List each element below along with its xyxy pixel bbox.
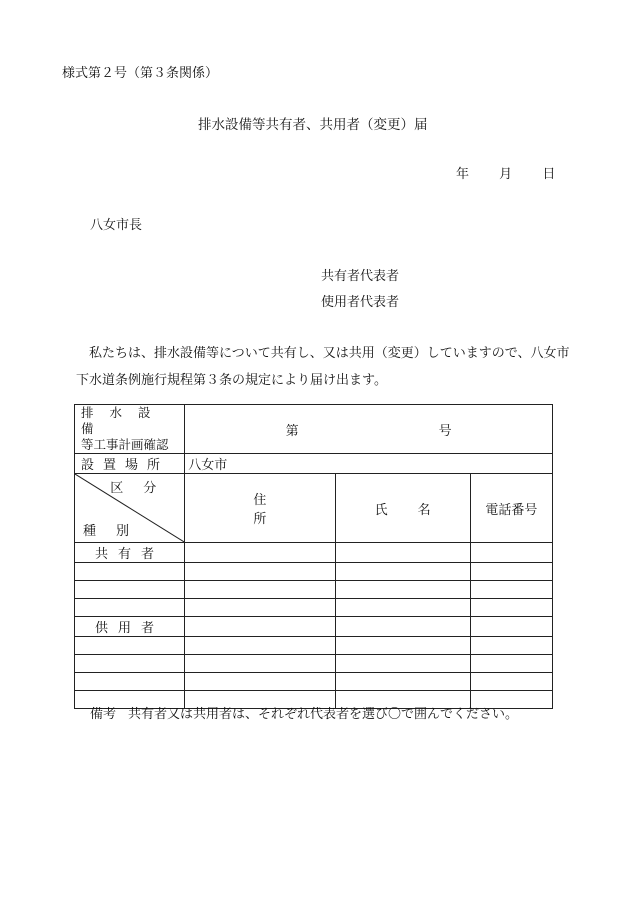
- name-cell[interactable]: [335, 637, 470, 655]
- address-cell[interactable]: [185, 655, 335, 673]
- number-suffix: 号: [438, 423, 452, 439]
- type-cell[interactable]: [75, 599, 185, 617]
- name-cell[interactable]: [335, 655, 470, 673]
- name-cell[interactable]: [335, 543, 470, 563]
- remark-text: 共有者又は共用者は、それぞれ代表者を選び〇で囲んでください。: [128, 707, 519, 722]
- phone-cell[interactable]: [470, 563, 552, 581]
- column-header-row: [75, 474, 553, 543]
- address-cell[interactable]: [185, 581, 335, 599]
- table-row: [75, 617, 553, 637]
- type-cell[interactable]: [75, 581, 185, 599]
- phone-cell[interactable]: [470, 673, 552, 691]
- address-cell[interactable]: [185, 673, 335, 691]
- address-cell[interactable]: [185, 543, 335, 563]
- form-number: 様式第２号（第３条関係）: [62, 66, 219, 81]
- remark: [90, 703, 518, 722]
- type-cell[interactable]: [75, 637, 185, 655]
- date-day: 日: [542, 167, 556, 182]
- plan-number-field[interactable]: [185, 405, 553, 454]
- location-field[interactable]: [185, 454, 553, 474]
- table-row: [75, 673, 553, 691]
- plan-confirmation-label: [75, 405, 185, 454]
- location-label: 設置場所: [75, 454, 185, 474]
- location-value: 八女市: [188, 458, 228, 473]
- phone-cell[interactable]: [470, 543, 552, 563]
- remark-label: 備考: [90, 707, 117, 722]
- phone-cell[interactable]: [470, 637, 552, 655]
- document-title: 排水設備等共有者、共用者（変更）届: [198, 117, 428, 133]
- type-label: 種別: [83, 524, 150, 539]
- addressee: 八女市長: [90, 218, 143, 233]
- date-year: 年: [456, 167, 470, 182]
- plan-number-row: [75, 405, 553, 454]
- address-cell[interactable]: [185, 563, 335, 581]
- name-column-header: 氏名: [335, 474, 470, 543]
- user-representative-label: 使用者代表者: [321, 295, 400, 310]
- name-cell[interactable]: [335, 599, 470, 617]
- number-prefix: 第: [285, 423, 299, 439]
- co-owner-group-label: 共有者: [75, 543, 185, 563]
- co-user-group-label: 供用者: [75, 617, 185, 637]
- phone-cell[interactable]: [470, 581, 552, 599]
- table-row: [75, 599, 553, 617]
- phone-cell[interactable]: [470, 599, 552, 617]
- phone-cell[interactable]: [470, 655, 552, 673]
- body-text: [76, 340, 572, 394]
- phone-column-header: 電話番号: [470, 474, 552, 543]
- table-row: [75, 563, 553, 581]
- registration-table: [74, 404, 553, 709]
- type-cell[interactable]: [75, 563, 185, 581]
- location-row: [75, 454, 553, 474]
- table-row: [75, 655, 553, 673]
- phone-cell[interactable]: [470, 617, 552, 637]
- table-row: [75, 543, 553, 563]
- address-cell[interactable]: [185, 599, 335, 617]
- name-cell[interactable]: [335, 581, 470, 599]
- table-row: [75, 637, 553, 655]
- date-month: 月: [499, 167, 513, 182]
- date-line: [456, 163, 555, 182]
- name-cell[interactable]: [335, 673, 470, 691]
- name-cell[interactable]: [335, 617, 470, 637]
- plan-label-line1: 排 水 設 備: [81, 405, 157, 436]
- co-owner-representative-label: 共有者代表者: [321, 269, 400, 284]
- plan-label-line2: 等工事計画確認: [81, 437, 169, 452]
- name-cell[interactable]: [335, 563, 470, 581]
- category-label: 区分: [110, 481, 177, 496]
- table-row: [75, 581, 553, 599]
- type-cell[interactable]: [75, 655, 185, 673]
- body-text-content: 私たちは、排水設備等について共有し、又は共用（変更）していますので、八女市下水道条例施行規程第３条の規定により届け出ます。: [76, 346, 570, 388]
- address-column-header: 住所: [185, 474, 335, 543]
- address-cell[interactable]: [185, 637, 335, 655]
- type-cell[interactable]: [75, 673, 185, 691]
- category-type-header: [75, 474, 185, 543]
- address-cell[interactable]: [185, 617, 335, 637]
